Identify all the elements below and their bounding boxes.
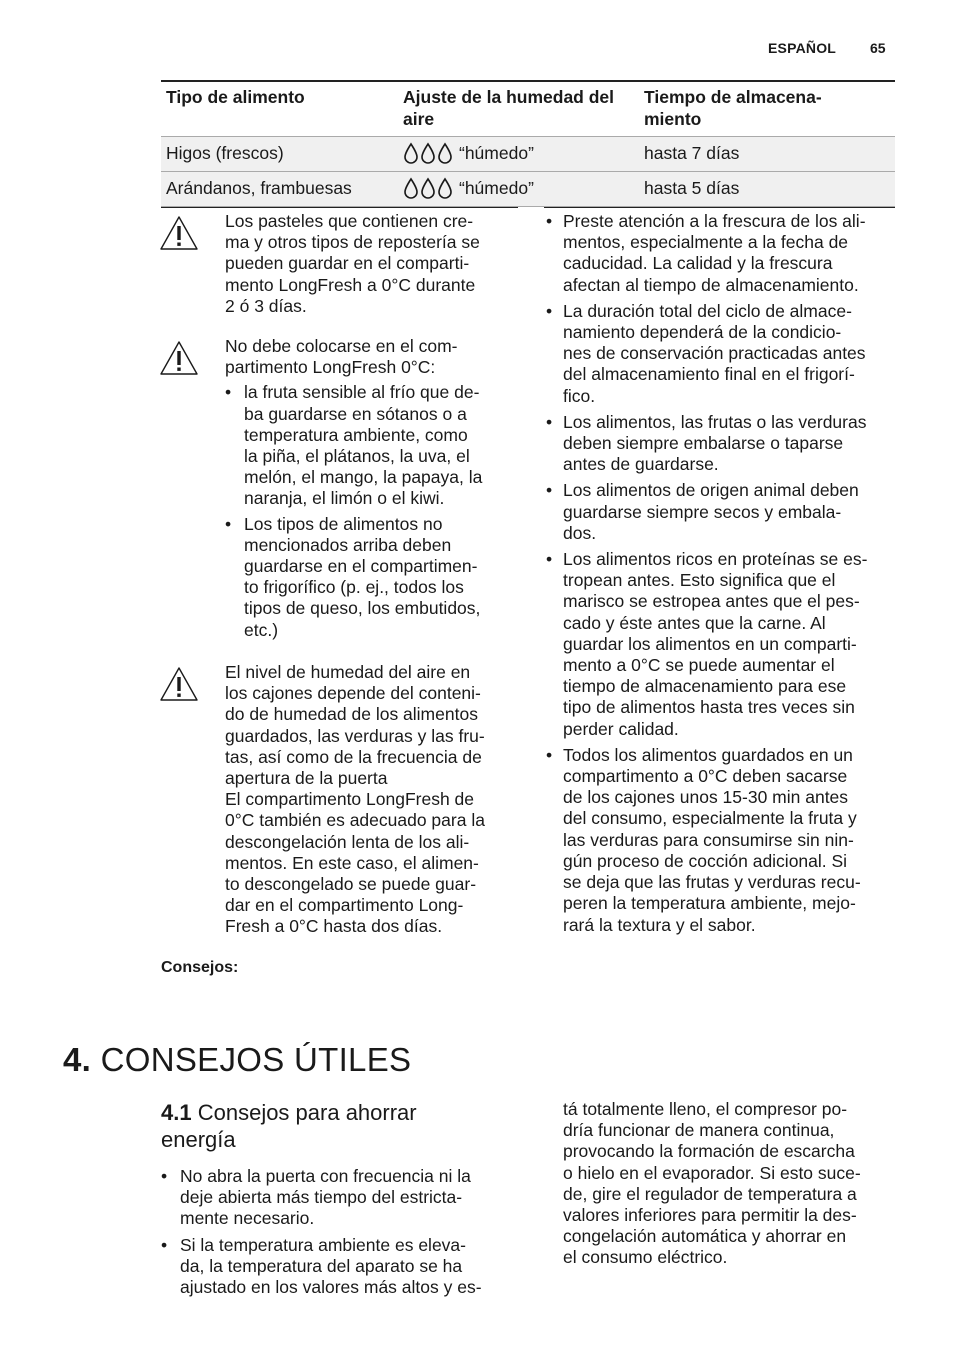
left-divider: [161, 207, 518, 208]
list-item: • Los alimentos ricos en proteínas se es- tropean antes. Esto significa que el marisco se estropea antes que el pes- cado y éste antes que la carne. Al guardar los alimentos en un comparti- mento a 0°C se puede aumentar el tiempo de almacenamiento para ese tipo de alimentos hasta tres veces sin perder calidad.: [544, 549, 896, 740]
page-header: [0, 38, 954, 58]
list-item: • la fruta sensible al frío que de- ba guardarse en sótanos o a temperatura ambiente, como la piña, el plátanos, la uva, el melón, el mango, la papaya, la naranja, el limón o el kiwi.: [225, 382, 515, 509]
table-cell-humidity: [398, 172, 639, 207]
table-header-time: Tiempo de almacena- miento: [639, 81, 895, 137]
section-title: Consejos para ahorrar energía: [161, 1100, 417, 1152]
warning-text: No debe colocarse en el com- partimento LongFresh 0°C:: [225, 336, 458, 378]
three-drops-icon: [403, 177, 453, 201]
page-number: 65: [870, 40, 886, 56]
list-item: • Todos los alimentos guardados en un compartimento a 0°C deben sacarse de los cajones unos 15-30 min antes del consumo, especialmente la fruta y las verduras para consumirse sin nin- gún proceso de cocción adicional. Si se deja que las frutas y verduras recu- peren la temperatura ambiente, mejo- rará la textura y el sabor.: [544, 745, 896, 936]
warning-triangle-icon: [159, 215, 199, 251]
humidity-value: “húmedo”: [459, 178, 534, 198]
warning-bullets: [225, 382, 515, 640]
list-item: • Si la temperatura ambiente es eleva- da, la temperatura del aparato se ha ajustado en los valores más altos y es-: [161, 1235, 511, 1299]
table-cell-food: Higos (frescos): [161, 137, 398, 172]
tips-list: [544, 211, 896, 936]
energy-tips-left: [161, 1166, 511, 1303]
list-item: • Los tipos de alimentos no mencionados arriba deben guardarse en el compartimen- to frigorífico (p. ej., todos los tipos de queso, los embutidos, etc.): [225, 514, 515, 641]
table-header-food: Tipo de alimento: [161, 81, 398, 137]
chapter-number: 4.: [63, 1041, 92, 1078]
table-row: [161, 137, 895, 172]
section-number: 4.1: [161, 1100, 192, 1125]
list-item: • La duración total del ciclo de almace- namiento dependerá de la condicio- nes de conservación practicadas antes del almacenamiento final en el frigorí- fico.: [544, 301, 896, 407]
three-drops-icon: [403, 142, 453, 166]
table-row: [161, 172, 895, 207]
chapter-title: CONSEJOS ÚTILES: [100, 1041, 412, 1078]
storage-table: [161, 80, 895, 207]
table-cell-time: hasta 7 días: [639, 137, 895, 172]
warning-content: [225, 336, 515, 641]
list-item: • Los alimentos de origen animal deben guardarse siempre secos y embala- dos.: [544, 480, 896, 544]
warning-triangle-icon: [159, 340, 199, 376]
humidity-value: “húmedo”: [459, 143, 534, 163]
list-item: • Preste atención a la frescura de los ali- mentos, especialmente a la fecha de caducidad. La calidad y la frescura afectan al tiempo de almacenamiento.: [544, 211, 896, 296]
chapter-heading: [63, 1040, 411, 1080]
right-column: [544, 211, 896, 941]
consejos-label: Consejos:: [161, 959, 239, 976]
table-header-humidity: Ajuste de la humedad del aire: [398, 81, 639, 137]
right-divider: [544, 207, 895, 208]
warning-triangle-icon: [159, 666, 199, 702]
table-cell-food: Arándanos, frambuesas: [161, 172, 398, 207]
table-cell-time: hasta 5 días: [639, 172, 895, 207]
list-item: • Los alimentos, las frutas o las verduras deben siempre embalarse o taparse antes de guardarse.: [544, 412, 896, 476]
section-heading: [161, 1099, 521, 1153]
energy-tips-list: [161, 1166, 511, 1298]
warning-text: Los pasteles que contienen cre- ma y otros tipos de repostería se pueden guardar en el comparti- mento LongFresh a 0°C durante 2 ó 3 días.: [225, 211, 480, 316]
list-item: • No abra la puerta con frecuencia ni la deje abierta más tiempo del estricta- mente necesario.: [161, 1166, 511, 1230]
table-cell-humidity: [398, 137, 639, 172]
header-language: ESPAÑOL: [768, 40, 837, 56]
table-header-row: [161, 81, 895, 137]
energy-tips-continued: tá totalmente lleno, el compresor po- dría funcionar de manera continua, provocando la formación de escarcha o hielo en el evaporador. Si esto suce- de, gire el regulador de temperatura a valores inferiores para permitir la des- congelación automática y ahorrar en el consumo eléctrico.: [563, 1099, 861, 1268]
warning-text: El nivel de humedad del aire en los cajones depende del conteni- do de humedad de los alimentos guardados, las verduras y las fru- tas, así como de la frecuencia de apertura de la puerta El compartimento LongFresh de 0°C también es adecuado para la descongelación lenta de los ali- mentos. En este caso, el alimen- to descongelado se puede guar- dar en el compartimento Long- Fresh a 0°C hasta dos días.: [225, 662, 485, 937]
